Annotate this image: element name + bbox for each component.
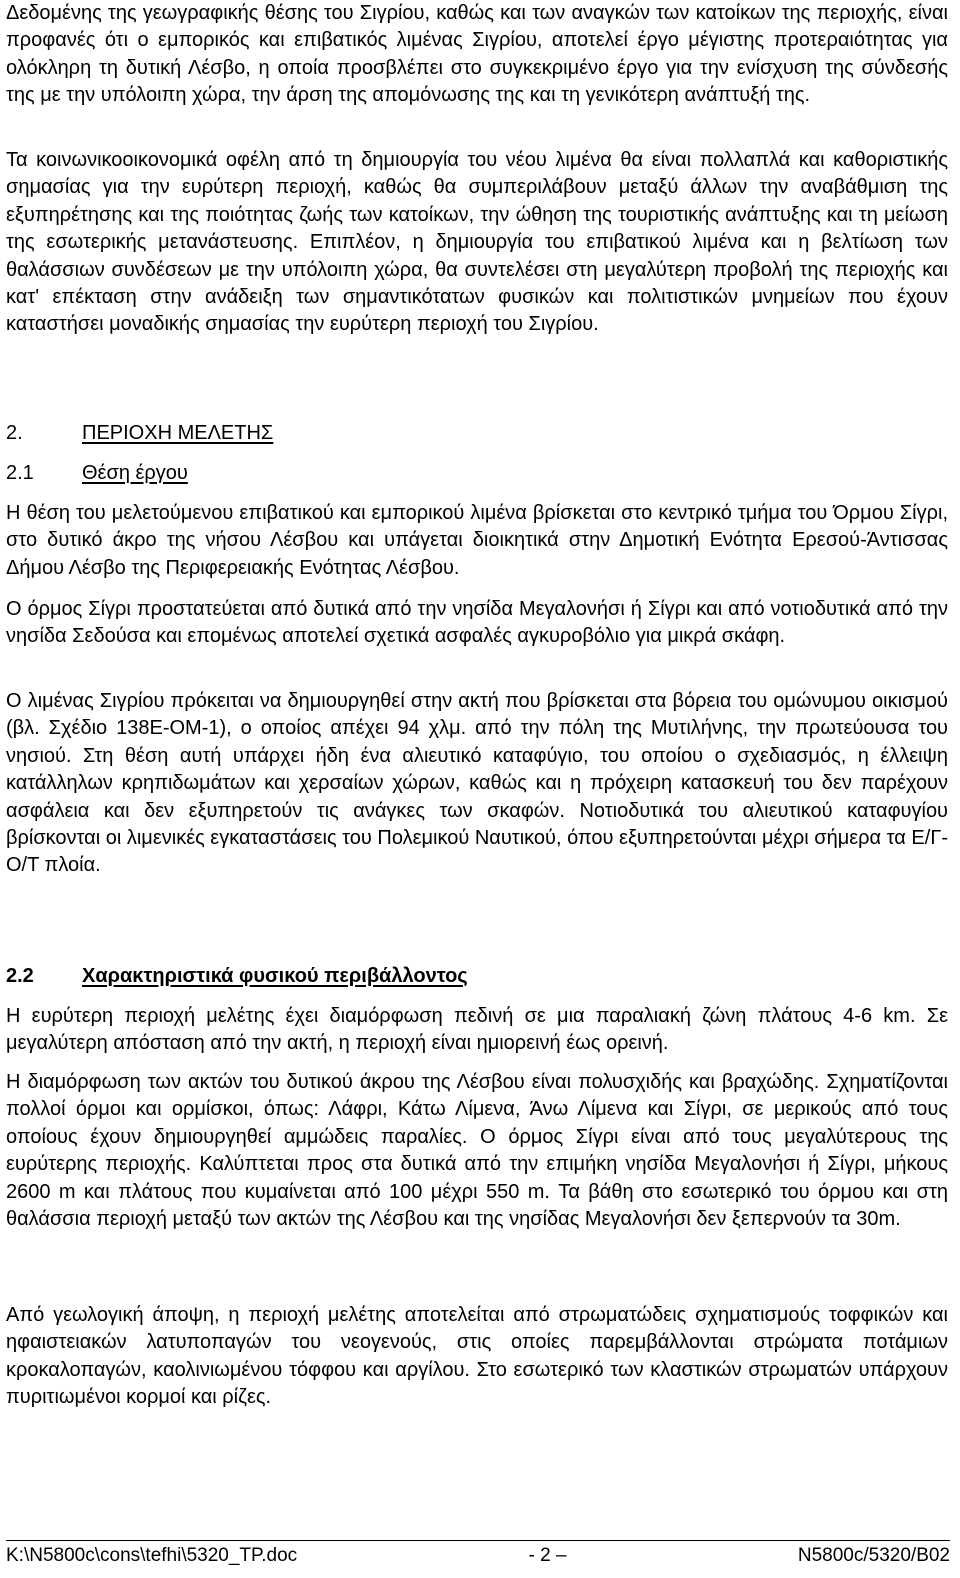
paragraph-intro: Δεδομένης της γεωγραφικής θέσης του Σιγρίου, καθώς και των αναγκών των κατοίκων της περιοχής, είναι προφανές ότι ο εμπορικός και επιβατικός λιμένας Σιγρίου, αποτελεί έργο μέγιστης προτεραιότητας για ολόκληρη τη δυτική Λέσβο, η οποία προσβλέπει στο συγκεκριμένο έργο για την ενίσχυση της σύνδεσής της με την υπόλοιπη χώρα, την άρση της απομόνωσης της και τη γενικότερη ανάπτυξή της. bbox=[6, 2, 948, 107]
footer-document-code: N5800c/5320/B02 bbox=[797, 1545, 950, 1566]
section-heading-2-2 bbox=[6, 962, 468, 990]
section-heading-2-1 bbox=[6, 459, 188, 487]
section-title: Θέση έργου bbox=[82, 462, 188, 484]
paragraph-benefits: Τα κοινωνικοοικονομικά οφέλη από τη δημιουργία του νέου λιμένα θα είναι πολλαπλά και καθοριστικής σημασίας για την ευρύτερη περιοχή, καθώς θα συμπεριλάβουν μεταξύ άλλων την αναβάθμιση της εξυπηρέτησης και της ποιότητας ζωής των κατοίκων, την ώθηση της τουριστικής ανάπτυξης και τη μείωση της εσωτερικής μετανάστευσης. Επιπλέον, η δημιουργία του επιβατικού λιμένα και η βελτίωση των θαλάσσιων συνδέσεων με την υπόλοιπη χώρα, θα συντελέσει στη μεγαλύτερη προβολή της περιοχής και κατ' επέκταση στην ανάδειξη των σημαντικότατων φυσικών και πολιτιστικών μνημείων που έχουν καταστήσει μοναδικής σημασίας την ευρύτερη περιοχή του Σιγρίου. bbox=[6, 149, 948, 336]
paragraph-coast: Η διαμόρφωση των ακτών του δυτικού άκρου της Λέσβου είναι πολυσχιδής και βραχώδης. Σχηματίζονται πολλοί όρμοι και ορμίσκοι, όπως: Λάφρι, Κάτω Λίμενα, Άνω Λίμενα και Σίγρι, σε μερικούς από τους οποίους έχουν δημιουργηθεί αμμώδεις παραλίες. Ο όρμος Σίγρι είναι από τους μεγαλύτερους της ευρύτερης περιοχής. Καλύπτεται προς στα δυτικά από την επιμήκη νησίδα Μεγαλονήσι ή Σίγρι, μήκους 2600 m και πλάτους που κυμαίνεται από 100 μέχρι 550 m. Τα βάθη στο εσωτερικό του όρμου και στη θαλάσσια περιοχή μεταξύ των ακτών της Λέσβου και της νησίδας Μεγαλονήσι δεν ξεπερνούν τα 30m. bbox=[6, 1071, 948, 1231]
section-number: 2. bbox=[6, 422, 23, 444]
section-heading-2 bbox=[6, 419, 273, 447]
paragraph-terrain: Η ευρύτερη περιοχή μελέτης έχει διαμόρφωση πεδινή σε μια παραλιακή ζώνη πλάτους 4-6 km. Σε μεγαλύτερη απόσταση από την ακτή, η περιοχή είναι ημιορεινή έως ορεινή. bbox=[6, 1005, 948, 1055]
section-number: 2.2 bbox=[6, 965, 34, 987]
paragraph-bay: Ο όρμος Σίγρι προστατεύεται από δυτικά από την νησίδα Μεγαλονήσι ή Σίγρι και από νοτιοδυτικά από την νησίδα Σεδούσα και επομένως αποτελεί σχετικά ασφαλές αγκυροβόλιο για μικρά σκάφη. bbox=[6, 598, 948, 648]
section-title: ΠΕΡΙΟΧΗ ΜΕΛΕΤΗΣ bbox=[82, 422, 274, 444]
paragraph-location: Η θέση του μελετούμενου επιβατικού και εμπορικού λιμένα βρίσκεται στο κεντρικό τμήμα του Όρμου Σίγρι, στο δυτικό άκρο της νήσου Λέσβου και υπάγεται διοικητικά στην Δημοτική Ενότητα Ερεσού-Άντισσας Δήμου Λέσβο της Περιφερειακής Ενότητας Λέσβου. bbox=[6, 502, 948, 579]
footer-page-number: - 2 – bbox=[528, 1545, 567, 1566]
paragraph-geology: Από γεωλογική άποψη, η περιοχή μελέτης αποτελείται από στρωματώδεις σχηματισμούς τοφφικών και ηφαιστειακών λατυποπαγών του νεογενούς, στις οποίες παρεμβάλλονται στρώματα ποτάμιων κροκαλοπαγών, καολινιωμένου τόφφου και αργίλου. Στο εσωτερικό των κλαστικών στρωματών υπάρχουν πυριτιωμένοι κορμοί και ρίζες. bbox=[6, 1304, 948, 1409]
paragraph-port: Ο λιμένας Σιγρίου πρόκειται να δημιουργηθεί στην ακτή που βρίσκεται στα βόρεια του ομώνυμου οικισμού (βλ. Σχέδιο 138Ε-ΟΜ-1), ο οποίος απέχει 94 χλμ. από την πόλη της Μυτιλήνης, την πρωτεύουσα του νησιού. Στη θέση αυτή υπάρχει ήδη ένα αλιευτικό καταφύγιο, του οποίου ο σχεδιασμός, η έλλειψη κατάλληλων κρηπιδωμάτων και χερσαίων χώρων, καθώς και η πρόχειρη κατασκευή του δεν παρέχουν ασφάλεια και δεν εξυπηρετούν τις ανάγκες των σκαφών. Νοτιοδυτικά του αλιευτικού καταφυγίου βρίσκονται οι λιμενικές εγκαταστάσεις του Πολεμικού Ναυτικού, όπου εξυπηρετούνται μέχρι σήμερα τα Ε/Γ- Ο/Τ πλοία. bbox=[6, 690, 948, 877]
page-footer bbox=[6, 1540, 950, 1568]
footer-file-path: K:\N5800c\cons\tefhi\5320_TP.doc bbox=[6, 1545, 298, 1566]
section-title: Χαρακτηριστικά φυσικού περιβάλλοντος bbox=[82, 965, 468, 987]
section-number: 2.1 bbox=[6, 462, 34, 484]
